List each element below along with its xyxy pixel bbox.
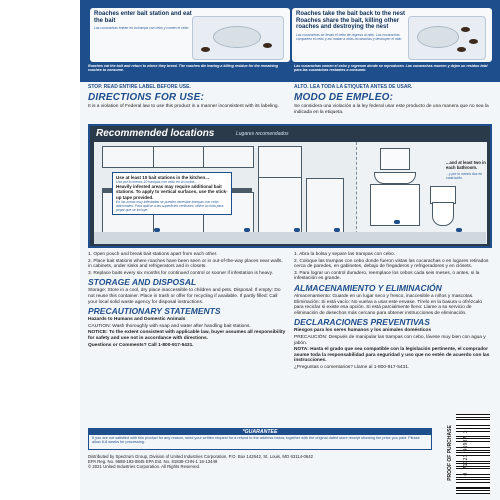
- bait-station-panel: [90, 8, 290, 62]
- stop-es: ALTO. LEA TODA LA ETIQUETA ANTES DE USAR.: [294, 84, 413, 90]
- bathroom-note: ...and at least two in each bathroom.: [446, 160, 486, 170]
- guarantee-box: [88, 428, 432, 450]
- step-2-en: 2. Place bait stations where roaches have been seen or in out-of-the-way places near walls, in cabinets, under sinks and refrigerators and in closets.: [88, 258, 283, 270]
- roach-icon: [201, 47, 210, 52]
- precautionary-title-en: PRECAUTIONARY STATEMENTS: [88, 306, 221, 317]
- kitchen-note-line1: Use at least 10 bait stations in the kitchen...: [116, 175, 210, 180]
- nest-text-es: Las cucarachas se llevan el cebo de regreso al nido. Las cucarachas comparten el cebo y así matan a otras cucarachas y destruyen el nido: [296, 32, 402, 41]
- precautionary-title-es: DECLARACIONES PREVENTIVAS: [294, 317, 430, 328]
- storage-text-en: Storage: Store in a cool, dry place inaccessible to children and pets. Disposal: If empty: Do not reuse this container. Place in trash or offer for recycling if available. If partly filled: Call your local solid waste agency for disposal instructions.: [88, 288, 281, 305]
- directions-heading-row: [88, 92, 492, 103]
- caution-text-en: CAUTION: Wash thoroughly with soap and water after handling bait stations.: [88, 323, 251, 329]
- recommended-title-es: Lugares recomendados: [236, 131, 289, 137]
- nest-illustration: [408, 16, 486, 60]
- directions-title-es: MODO DE EMPLEO:: [294, 92, 394, 103]
- step-1-es: 1. Abra la bolsa y separe las trampas con cebo.: [294, 252, 396, 257]
- distributor-line: Distributed by Spectrum Group, Division of United Industries Corporation, P.O. Box 142642, St. Louis, MO 63114-0642: [88, 454, 314, 459]
- step-3-es: 3. Para lograr un control duradero, reemplace los cebos cada seis meses, o antes, si la infestación es grande.: [294, 270, 480, 282]
- bait-station-title: Roaches enter bait station and eat the bait: [94, 11, 192, 24]
- upc-barcode: [456, 414, 490, 494]
- bait-station-marker: [456, 228, 462, 232]
- bait-station-marker: [294, 228, 300, 232]
- bathroom-sink: [374, 172, 416, 184]
- questions-en: Questions or Comments? Call 1-800-917-5431.: [88, 342, 194, 348]
- barcode-number: 0 71121 96987 3: [463, 430, 469, 476]
- bait-tray-icon: [417, 26, 459, 48]
- kitchen-note-line1-es: Use por lo menos 10 trampas con cebo en la cocina...: [116, 180, 198, 185]
- bathroom-note-es: ...y por lo menos dos en cada baño.: [446, 172, 483, 180]
- stop-read-label: [88, 84, 492, 90]
- kitchen-note: [112, 172, 232, 215]
- epa-reg-line: EPA Reg. No. 9688-193-8845 EPA Est. No. 81838-CHN-1 16-13449: [88, 459, 218, 464]
- guarantee-title: *GUARANTEE: [89, 429, 431, 435]
- recommended-title: Recommended locations: [96, 128, 215, 139]
- kitchen-note-line2-es: En las zonas muy infestadas se pueden necesitar trampas con cebo adicionales. Para aplicar a las superficies verticales, utilice la cinta para pegar que se incluye.: [116, 199, 224, 212]
- directions-title-en: DIRECTIONS FOR USE:: [88, 92, 205, 103]
- copyright-line: © 2021 United Industries Corporation. All Rights Reserved.: [88, 464, 201, 469]
- storage-title-en: STORAGE AND DISPOSAL: [88, 277, 197, 288]
- notice-text-en: NOTICE: To the extent consistent with applicable law, buyer assumes all responsibility for safety and use not in accordance with directions.: [88, 330, 286, 341]
- toilet-bowl: [432, 202, 454, 226]
- storage-text-es: Almacenamiento: Guarde en un lugar seco y fresco, inaccesible a niños y mascotas. Eliminación: Si está vacío: No vuelva a usar este envase. Tírelo en la basura u ofrézcalo para reciclar si existe esa opción. Si está parcialmente lleno: Llame a su servicio de eliminación de desechos más cercano para obtener instrucciones de eliminación.: [294, 293, 482, 316]
- questions-es: ¿Preguntas o comentarios? Llame al 1-800-917-5431.: [294, 364, 410, 370]
- english-column: [88, 252, 286, 372]
- directions-intro-en: It is a violation of Federal law to use this product in a manner inconsistent with its labeling.: [88, 104, 279, 109]
- banner-caption-en: Roaches eat the bait and return to where they breed. The roaches die leaving a killing residue for the remaining roaches to consume.: [88, 64, 278, 72]
- bathroom-mirror: [380, 148, 410, 170]
- banner-captions: [88, 64, 492, 72]
- roach-icon: [263, 43, 272, 48]
- left-margin: [0, 0, 80, 500]
- kitchen-bathroom-illustration: [94, 142, 486, 244]
- proof-of-purchase: [446, 414, 454, 494]
- upper-cabinets: [102, 146, 254, 168]
- instructions-columns: [88, 252, 492, 372]
- nest-title: Roaches take the bait back to the nest Roaches share the bait, killing other roaches and destroying the nest: [296, 11, 406, 31]
- bait-station-marker: [244, 228, 250, 232]
- distributor-footer: [88, 454, 438, 469]
- bait-station-marker: [394, 220, 400, 224]
- stove: [306, 178, 344, 234]
- notice-text-es: NOTA: Hasta el grado que sea compatible con la legislación pertinente, el comprador asume toda la responsabilidad para seguridad y uso que no estén de acuerdo con las instrucciones.: [294, 347, 490, 364]
- roach-icon: [469, 39, 478, 44]
- step-3-en: 3. Replace baits every six months for continued control or sooner if infestation is heavy.: [88, 270, 273, 276]
- bait-station-marker: [334, 228, 340, 232]
- guarantee-text: If you are not satisfied with this product for any reason, send your written request for a refund to the address below, together with the original dated store receipt showing the price you paid. Please allow 6-8 weeks for processing.: [92, 436, 420, 445]
- step-1-en: 1. Open pouch and break bait stations apart from each other.: [88, 252, 218, 257]
- bait-station-illustration: [192, 16, 284, 60]
- proof-of-purchase-label: PROOF OF PURCHASE: [447, 425, 453, 481]
- storage-title-es: ALMACENAMIENTO Y ELIMINACIÓN: [294, 282, 442, 293]
- banner-caption-es: Las cucarachas comen el cebo y regresan donde se reproducen. Las cucarachas mueren y dejan un residuo letal para las cucarachas restantes a consumir.: [294, 64, 488, 72]
- bait-station-text-es: Las cucarachas entran en la trampa con cebo y comen el cebo: [94, 26, 189, 31]
- nest-panel: [292, 8, 492, 62]
- roach-icon: [457, 47, 466, 52]
- directions-intro-es: Se considera una violación a la ley federal usar este producto de una manera que no sea la indicada en la etiqueta.: [294, 104, 489, 115]
- spanish-column: [294, 252, 492, 372]
- recommended-locations-panel: [88, 124, 492, 248]
- caution-text-es: PRECAUCIÓN: Después de manipular las trampas con cebo, lávese muy bien con agua y jabón.: [294, 334, 486, 346]
- how-it-works-banner: [80, 0, 500, 82]
- refrigerator: [258, 146, 302, 234]
- stop-en: STOP. READ ENTIRE LABEL BEFORE USE.: [88, 84, 191, 90]
- bait-tray-icon: [213, 26, 261, 48]
- floor: [94, 232, 486, 244]
- hazards-subtitle-en: Hazards to Humans and Domestic Animals: [88, 317, 186, 323]
- kitchen-note-line2: Heavily infested areas may require additional bait stations. To apply to vertical surfaces, use the stick-up tape provided.: [116, 184, 228, 200]
- hazards-subtitle-es: Riesgos para los seres humanos y los animales domésticos: [294, 328, 432, 334]
- step-2-es: 2. Coloque las trampas con cebo donde fueron vistas las cucarachas o en lugares retirados cerca de paredes, en gabinetes, debajo de fregaderos y refrigeradores y en clósets.: [294, 258, 489, 270]
- directions-intro-row: [88, 104, 492, 115]
- bait-station-marker: [154, 228, 160, 232]
- roach-icon: [461, 27, 470, 32]
